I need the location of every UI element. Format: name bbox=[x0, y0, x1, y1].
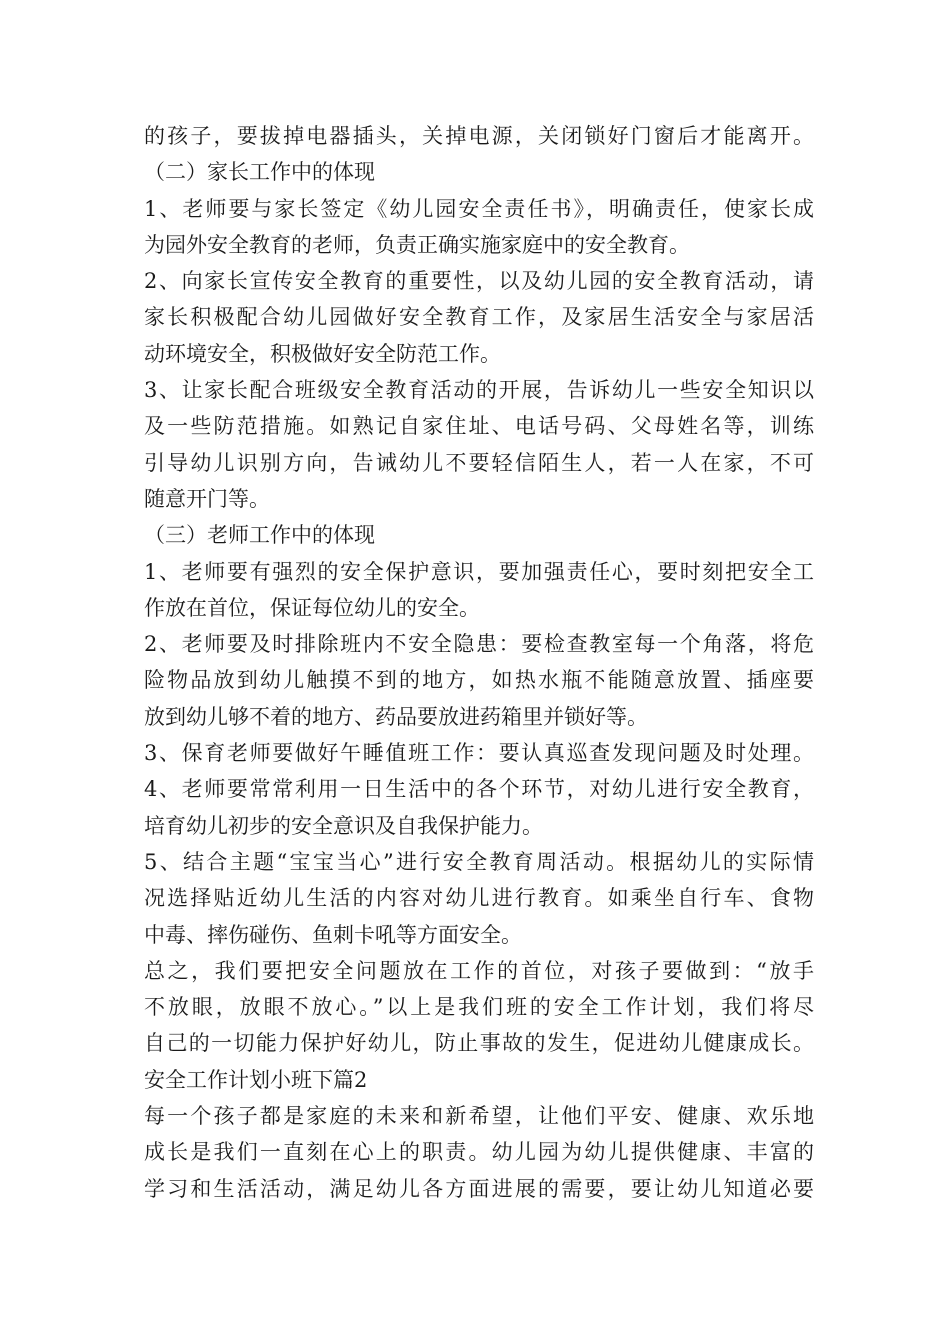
text-line: 3、让家长配合班级安全教育活动的开展，告诉幼儿一些安全知识以 bbox=[144, 378, 814, 403]
text-line: 险物品放到幼儿触摸不到的地方，如热水瓶不能随意放置、插座要 bbox=[144, 668, 814, 693]
text-line: 况选择贴近幼儿生活的内容对幼儿进行教育。如乘坐自行车、食物 bbox=[144, 886, 814, 911]
text-line: 1、老师要与家长签定《幼儿园安全责任书》，明确责任，使家长成 bbox=[144, 196, 814, 221]
text-line: 自己的一切能力保护好幼儿，防止事故的发生，促进幼儿健康成长。 bbox=[144, 1031, 814, 1056]
text-line: 随意开门等。 bbox=[144, 486, 270, 511]
text-line: 不放眼，放眼不放心。”以上是我们班的安全工作计划，我们将尽 bbox=[144, 995, 814, 1020]
text-line: 为园外安全教育的老师，负责正确实施家庭中的安全教育。 bbox=[144, 232, 690, 257]
text-line: 成长是我们一直刻在心上的职责。幼儿园为幼儿提供健康、丰富的 bbox=[144, 1140, 814, 1165]
text-line: 5、结合主题“宝宝当心”进行安全教育周活动。根据幼儿的实际情 bbox=[144, 849, 814, 874]
text-line: 动环境安全，积极做好安全防范工作。 bbox=[144, 341, 501, 366]
text-line: 3、保育老师要做好午睡值班工作：要认真巡查发现问题及时处理。 bbox=[144, 741, 814, 766]
text-line: 每一个孩子都是家庭的未来和新希望，让他们平安、健康、欢乐地 bbox=[144, 1104, 814, 1129]
text-line: 的孩子，要拔掉电器插头，关掉电源，关闭锁好门窗后才能离开。 bbox=[144, 124, 814, 148]
text-line: 作放在首位，保证每位幼儿的安全。 bbox=[144, 595, 480, 620]
text-line: 家长积极配合幼儿园做好安全教育工作，及家居生活安全与家居活 bbox=[144, 305, 814, 330]
text-line: 放到幼儿够不着的地方、药品要放进药箱里并锁好等。 bbox=[144, 704, 648, 729]
text-line: 培育幼儿初步的安全意识及自我保护能力。 bbox=[144, 813, 543, 838]
text-line: （二）家长工作中的体现 bbox=[144, 160, 375, 185]
text-line: 2、向家长宣传安全教育的重要性，以及幼儿园的安全教育活动，请 bbox=[144, 269, 814, 294]
text-line: （三）老师工作中的体现 bbox=[144, 523, 375, 548]
text-line: 2、老师要及时排除班内不安全隐患：要检查教室每一个角落，将危 bbox=[144, 632, 814, 657]
text-line: 引导幼儿识别方向，告诫幼儿不要轻信陌生人，若一人在家，不可 bbox=[144, 450, 814, 475]
document-body bbox=[144, 118, 814, 1207]
text-line: 安全工作计划小班下篇2 bbox=[144, 1067, 368, 1092]
text-line: 总之，我们要把安全问题放在工作的首位，对孩子要做到：“放手 bbox=[144, 958, 814, 983]
text-line: 4、老师要常常利用一日生活中的各个环节，对幼儿进行安全教育， bbox=[144, 777, 814, 802]
text-line: 学习和生活活动，满足幼儿各方面进展的需要，要让幼儿知道必要 bbox=[144, 1176, 814, 1201]
text-line: 及一些防范措施。如熟记自家住址、电话号码、父母姓名等，训练 bbox=[144, 414, 814, 439]
text-line: 1、老师要有强烈的安全保护意识，要加强责任心，要时刻把安全工 bbox=[144, 559, 814, 584]
text-line: 中毒、摔伤碰伤、鱼刺卡吼等方面安全。 bbox=[144, 922, 522, 947]
